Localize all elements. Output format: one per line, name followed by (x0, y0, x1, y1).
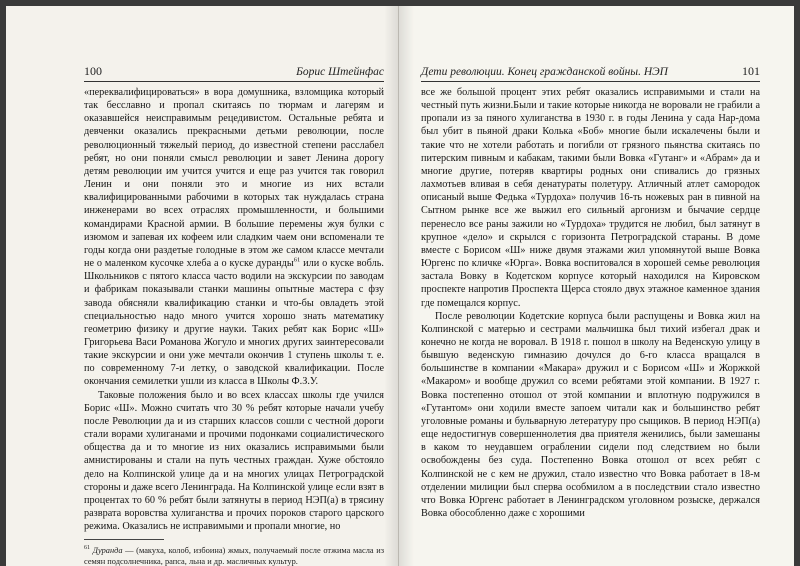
running-head-right: Дети революции. Конец гражданской войны. НЭП (421, 66, 668, 78)
footnote-divider (84, 539, 164, 540)
footnote-mark: 61 (84, 545, 90, 552)
paragraph: все же большой процент этих ребят оказались исправимыми и стали на честный путь жизни.Были и такие которые никогда не воровали не грабили а пропали из за пяного хулиганства в 1930 г. в годы Ленина у сада Нар-дома был убит в пьяной драки Колька «Боб» многие были искалечены были и такие что не хотели работать и погибли от грязного пьянства скитаясь по питерским пивным и кабакам, такими были Вовка «Гутанг» и «Абрам» да и многие другие, потеряв квартиры родных они спивались до грязных лахмотьев вливая в себя денатураты полетуру. Атличный атлет самородок описаный выше Федька «Турдоха» получив 16-ть ножевых ран в пивной на Сытном рынке все же выжил его сильный аргонизм и бычачие сердце перенесло все раны зажили но «Турдоха» трудится не любил, был затянут в крупное «дело» и скрылся с горизонта Петроградской стараны. В доме вместе с Борисом «Ш» ниже двумя этажами жил упомянутой выше Вовка Юргенс по кличке «Юрга». Вовка воспитовался в хорошей семье революция застала Вовку в Кодетском корпусе который находился на Кировском проспекте напротив Проспекта Щерса стояло двух этажное каменное здания где помещался корпус. (421, 87, 760, 309)
page-number-right: 101 (742, 64, 760, 78)
footnote-text: — (макуха, колоб, избоина) жмых, получаемый после отжима масла из семян подсолнечника, рапса, льна и др. масличных культур. (84, 546, 385, 566)
book-spread (6, 6, 794, 566)
paragraph: После революции Кодетские корпуса были распущены и Вовка жил на Колпинской с матерью и сестрами мальчишка был тихий избегал драк и конечно не когда не воровал. В 1918 г. пошол в школу на Веденскую улицу в бывшую веденскую гимназию дочулся до 6-го класса вращался в большинстве в компании «Макара» дружил и с Борисом «Ш» и Жоржкой «Макаром» и вообще дружил со всеми ребятами этой компании. В 1927 г. Вовка постепенно отошол от этой компании и вплотную подружился в «Гутантом» они ходили вместе запоем читали как и большинство ребят уголовные романы и бульварную летературу про сыщиков. В период НЭП(а) еще недостигнув совершеннолетия два приятеля женились, были замешаны в каком то неудавшем ограблении сидели под следствием но были освобождены без суда. Постепенно Вовка отошол от всех ребят с Колпинской не с кем не дружил, стало известно что Вовка работает в 18-м отделении милиции был сперва особмилом а в последствии стало известно что Вовка Юргенс работает в Ленинградском уголовном розыске, держался Вовка обособленно даже с хорошими (421, 310, 760, 519)
left-page-header (84, 64, 384, 82)
footnote-term: Дуранда (92, 546, 123, 556)
footnote-reference: 61 (293, 256, 301, 264)
right-page (399, 6, 794, 566)
paragraph: «переквалифицироваться» в вора домушника, взломщика который так бесславно и пропал скитаясь по тюрмам и лагерям и оказавшейся неисправимым рецедивистом. Остальные ребята и девченки оказались прекрасными детьми революции, после революционный тяжелый период, до известной степени расслабел ребят, но они поняли смысл революции и завет Ленина дорогу детям революции им учится учится и еще раз учится так говорил Ленин и они поняли это и многие из них встали квалифицированными рабочими в которых так нуждалась страна инженерами во всех отраслях промышленности, и большими командирами Красной армии. В большие перемены жуя булки с изюмом и запевая их кофеем или сладким чаем они вспоменали те годы когда они раздетые голодные в этом же самом классе мечтали не о маленком кусочке хлеба а о куске дуранды$^{61}$ или о куске вобль. Школьников с пятого класса часто водили на экскурсии по заводам и фабрикам показывали станки машины опытные мастера с фзу завода обясняли квалификацию станки и что-бы овладеть этой специальностью надо много учится хорошо знать математику геометрию физику и другие науки. Таких ребят как Борис «Ш» Григорьева Васи Романова Жогуло и многих других заинтересовали такие экскурсии и они уже мечтали окончив 1 ступень школы т. е. по современному 7-и летку, о заводской квалификации. После окончания семилетки ушли из класса в Школы Ф.З.У. (84, 87, 384, 388)
left-page-body (84, 86, 384, 533)
left-page (6, 6, 399, 566)
running-head-left: Борис Штейнфас (296, 66, 384, 78)
footnote (84, 543, 384, 566)
page-number-left: 100 (84, 64, 102, 78)
paragraph: Таковые положения было и во всех классах школы где учился Борис «Ш». Можно считать что 30 % ребят которые начали учебу после Революции да и из старших классов сошли с честной дороги стали ворами хулиганами и прочими подонками социалистического общества да и то многие из них оказались исправимыми были амнистированы и стали на путь честных граждан. Хуже обстояло дело на Колпинской улице да и на многих улицах Петроградской стороны и даже всего Ленинграда. На Колпинской улице если взят в процентах то 60 % ребят были затянуты в период НЭП(а) в трясину разврата воровства хулиганства и прочих пороков старого царского режима. Оказались не исправимыми и пропали многие, но (84, 389, 384, 533)
right-page-body (421, 86, 760, 520)
right-page-header (421, 64, 760, 82)
